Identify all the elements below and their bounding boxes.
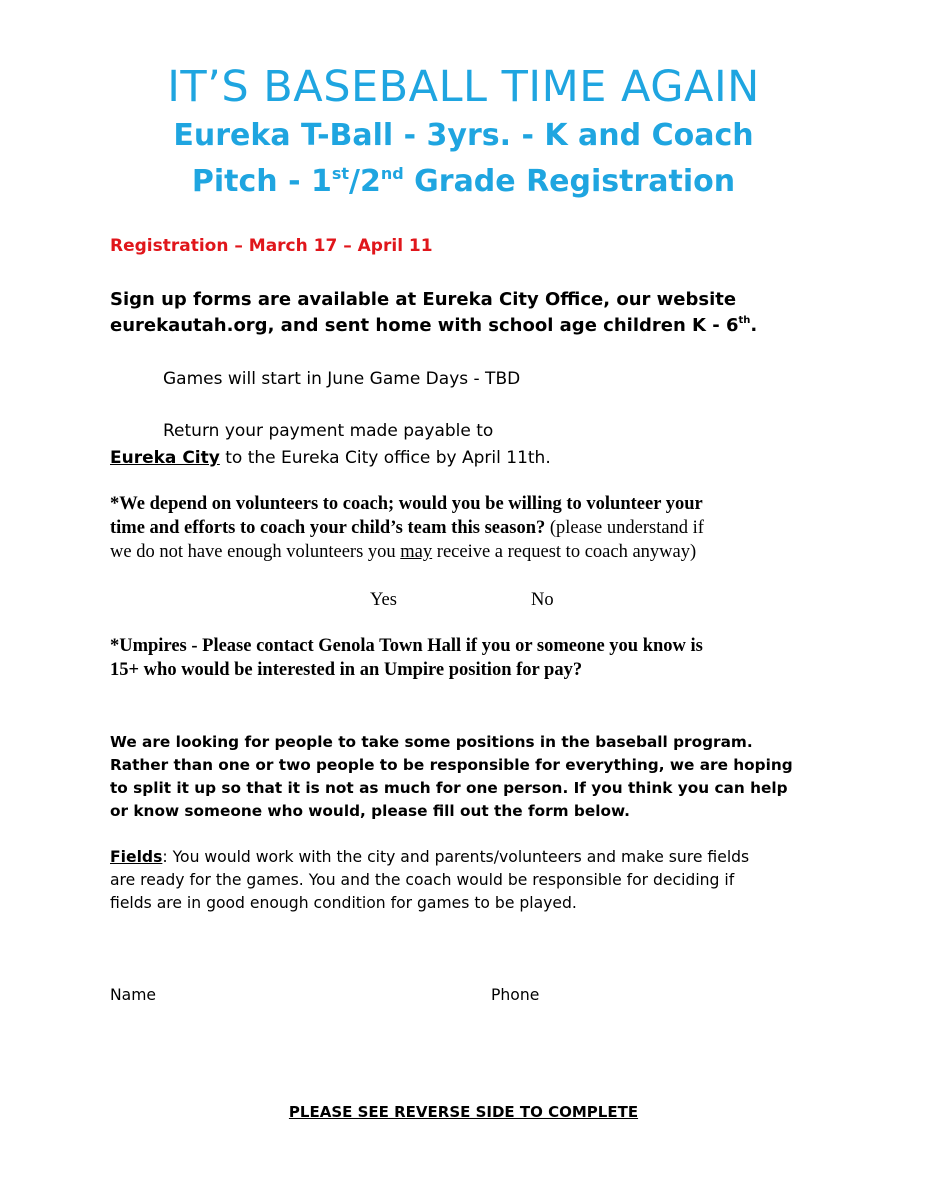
- fields-line-3: fields are in good enough condition for games to be played.: [110, 894, 577, 912]
- phone-field-label: Phone: [491, 986, 540, 1004]
- payment-line-1: Return your payment made payable to: [163, 421, 494, 441]
- signup-line-1: Sign up forms are available at Eureka City Office, our website: [110, 289, 737, 310]
- fields-label: Fields: [110, 848, 163, 866]
- registration-dates: Registration – March 17 – April 11: [110, 236, 433, 256]
- subtitle-part-b: /2: [349, 164, 381, 199]
- signup-sup-th: th: [738, 315, 751, 326]
- positions-line-1: We are looking for people to take some positions in the baseball program.: [110, 733, 753, 751]
- volunteer-note-may: may: [400, 542, 433, 562]
- fields-line-2: are ready for the games. You and the coach would be responsible for deciding if: [110, 871, 735, 889]
- signup-line-2-end: .: [750, 315, 758, 336]
- subtitle-sup-nd: nd: [380, 164, 404, 183]
- subtitle-line-2: [0, 164, 927, 199]
- positions-line-4: or know someone who would, please fill out the form below.: [110, 802, 630, 820]
- signup-line-2: [110, 315, 757, 336]
- payee-name: Eureka City: [110, 448, 220, 468]
- page-title: IT’S BASEBALL TIME AGAIN: [167, 62, 760, 112]
- volunteer-note-start: (please understand if: [545, 518, 704, 538]
- volunteer-note-b: receive a request to coach anyway): [432, 542, 697, 562]
- fields-line-1: [110, 848, 749, 866]
- subtitle-sup-st: st: [331, 164, 350, 183]
- subtitle-part-a: Pitch - 1: [191, 164, 332, 199]
- volunteer-line-1: *We depend on volunteers to coach; would you be willing to volunteer your: [110, 494, 703, 514]
- volunteer-question: time and efforts to coach your child’s team this season?: [110, 518, 546, 538]
- umpires-line-1: *Umpires - Please contact Genola Town Hall if you or someone you know is: [110, 636, 703, 656]
- name-field-label: Name: [110, 986, 157, 1004]
- signup-line-2-text: eurekautah.org, and sent home with school age children K - 6: [110, 315, 739, 336]
- payment-line-2-rest: to the Eureka City office by April 11th.: [219, 448, 551, 468]
- games-info: Games will start in June Game Days - TBD: [163, 369, 521, 389]
- volunteer-line-2: [110, 518, 704, 539]
- volunteer-note-a: we do not have enough volunteers you: [110, 542, 401, 562]
- subtitle-line-1: Eureka T-Ball - 3yrs. - K and Coach: [173, 118, 754, 153]
- no-option[interactable]: No: [531, 590, 554, 610]
- reverse-side-note: PLEASE SEE REVERSE SIDE TO COMPLETE: [288, 1103, 639, 1121]
- yes-option[interactable]: Yes: [370, 590, 397, 610]
- positions-line-3: to split it up so that it is not as much for one person. If you think you can help: [110, 779, 788, 797]
- subtitle-part-c: Grade Registration: [403, 164, 736, 199]
- fields-line-1-rest: : You would work with the city and parents/volunteers and make sure fields: [162, 848, 750, 866]
- positions-line-2: Rather than one or two people to be responsible for everything, we are hoping: [110, 756, 793, 774]
- umpires-line-2: 15+ who would be interested in an Umpire position for pay?: [110, 660, 583, 680]
- payment-line-2: [110, 448, 551, 468]
- volunteer-line-3: [110, 542, 696, 563]
